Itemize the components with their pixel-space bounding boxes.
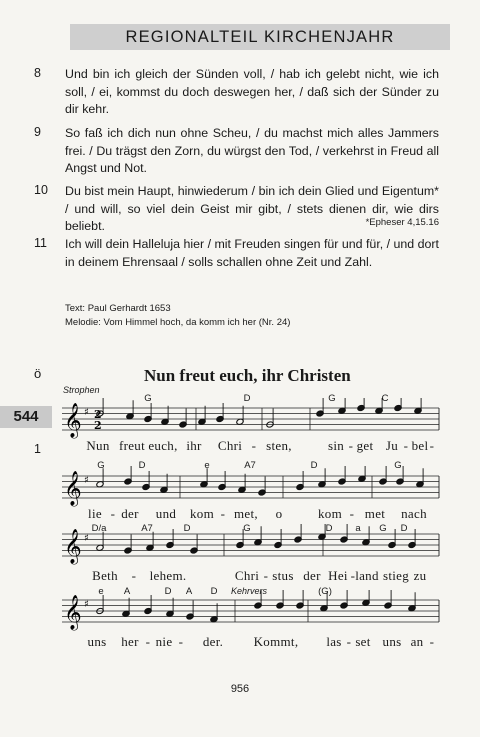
chord-symbol: G xyxy=(379,523,387,534)
chord-symbol: D xyxy=(325,523,333,534)
verse-number: 9 xyxy=(34,125,41,139)
lyric-syllable: - xyxy=(403,438,409,453)
lyric-syllable: euch, xyxy=(148,438,178,453)
treble-clef-icon: 𝄞 xyxy=(64,595,82,630)
lyric-syllable: bel xyxy=(411,438,429,453)
song-title: Nun freut euch, ihr Christen xyxy=(144,366,351,385)
lyric-syllable: - xyxy=(348,438,354,453)
lyric-syllable: Hei xyxy=(328,568,348,583)
chord-symbol: G xyxy=(328,393,336,404)
lyric-syllable: get xyxy=(356,438,374,453)
lyric-syllable: - xyxy=(178,634,184,649)
lyric-syllable: - xyxy=(131,568,137,583)
page-number: 956 xyxy=(230,683,250,695)
chord-symbol: A xyxy=(123,586,131,597)
chord-symbol: e xyxy=(98,586,104,597)
lyric-syllable: lie xyxy=(88,506,102,521)
chord-symbol: D xyxy=(210,586,218,597)
chord-symbol: D/a xyxy=(91,523,107,534)
lyric-syllable: o xyxy=(275,506,283,521)
lyric-syllable: und xyxy=(155,506,177,521)
stanza-number: 1 xyxy=(34,442,41,456)
svg-text:2: 2 xyxy=(94,408,102,421)
chord-symbol: a xyxy=(355,523,361,534)
sharp-icon: ♯ xyxy=(84,533,89,544)
lyric-syllable: lehem. xyxy=(149,568,187,583)
lyric-syllable: met, xyxy=(234,506,258,521)
lyric-syllable: Ju xyxy=(385,438,399,453)
lyric-syllable: freut xyxy=(118,438,146,453)
lyric-syllable: - xyxy=(251,438,257,453)
lyric-syllable: der xyxy=(121,506,139,521)
treble-clef-icon: 𝄞 xyxy=(64,471,82,506)
lyric-syllable: - xyxy=(350,568,356,583)
verse-number: 11 xyxy=(34,236,47,250)
lyric-syllable: an xyxy=(410,634,424,649)
lyric-syllable: - xyxy=(429,634,435,649)
chord-symbol: C xyxy=(381,393,389,404)
song-mark: ö xyxy=(34,366,42,381)
lyric-syllable: - xyxy=(429,438,435,453)
lyric-syllable: - xyxy=(263,568,269,583)
chord-symbol: G xyxy=(97,460,105,471)
melody-credit: Melodie: Vom Himmel hoch, da komm ich her (Nr. 24) xyxy=(65,316,291,328)
lyric-syllable: nie xyxy=(155,634,173,649)
staff-system xyxy=(62,590,442,638)
lyric-syllable: Kommt, xyxy=(253,634,299,649)
chord-symbol: D xyxy=(400,523,408,534)
verse-number: 8 xyxy=(34,66,41,80)
chord-symbol: (G) xyxy=(318,586,332,597)
verse-number: 10 xyxy=(34,183,48,197)
lyric-syllable: kom xyxy=(317,506,343,521)
chord-symbol: A xyxy=(185,586,193,597)
lyric-syllable: Chri xyxy=(217,438,243,453)
strophen-label: Strophen xyxy=(63,385,100,395)
lyric-syllable: nach xyxy=(401,506,427,521)
credits xyxy=(65,302,290,329)
chord-symbol: D xyxy=(138,460,146,471)
text-credit: Text: Paul Gerhardt 1653 xyxy=(65,303,171,314)
lyric-syllable: der xyxy=(303,568,321,583)
lyric-syllable: zu xyxy=(413,568,427,583)
lyric-syllable: Nun xyxy=(86,438,110,453)
verse-text: So faß ich dich nun ohne Scheu, / du machst mich alles Jammers frei. / Du trägst den Zorn, du würgst den Tod, / verkehrst in Freud all Angst und Not. xyxy=(65,126,439,176)
lyric-syllable: set xyxy=(355,634,371,649)
sharp-icon: ♯ xyxy=(84,407,89,418)
chord-symbol: D xyxy=(164,586,172,597)
lyric-syllable: sin xyxy=(327,438,345,453)
section-header: REGIONALTEIL KIRCHENJAHR xyxy=(70,24,450,50)
lyric-syllable: her xyxy=(121,634,139,649)
treble-clef-icon: 𝄞 xyxy=(64,529,82,564)
lyric-syllable: stieg xyxy=(382,568,410,583)
lyric-syllable: - xyxy=(220,506,226,521)
lyric-syllable: uns xyxy=(87,634,107,649)
lyric-syllable: sten, xyxy=(266,438,292,453)
chord-symbol: e xyxy=(204,460,210,471)
chord-symbol: A7 xyxy=(141,523,153,534)
chord-symbol: A7 xyxy=(244,460,256,471)
chord-symbol: G xyxy=(394,460,402,471)
treble-clef-icon: 𝄞 xyxy=(64,403,82,438)
sharp-icon: ♯ xyxy=(84,599,89,610)
lyric-syllable: der. xyxy=(202,634,224,649)
verse-reference: *Epheser 4,15.16 xyxy=(365,217,439,228)
chord-symbol: D xyxy=(243,393,251,404)
lyric-syllable: ihr xyxy=(186,438,202,453)
lyric-syllable: met xyxy=(364,506,386,521)
sharp-icon: ♯ xyxy=(84,475,89,486)
verse-text: Ich will dein Halleluja hier / mit Freuden singen für und für, / und dort in deinem Ehrensaal / solls schallen ohne Zeit und Zahl. xyxy=(65,237,439,269)
lyric-syllable: stus xyxy=(272,568,294,583)
lyric-syllable: - xyxy=(110,506,116,521)
lyric-syllable: land xyxy=(355,568,379,583)
song-number-badge: 544 xyxy=(0,406,52,428)
lyric-syllable: las xyxy=(326,634,342,649)
lyric-syllable: - xyxy=(346,634,352,649)
chord-symbol: G xyxy=(144,393,152,404)
chord-symbol: D xyxy=(183,523,191,534)
chord-symbol: G xyxy=(243,523,251,534)
lyric-syllable: - xyxy=(349,506,355,521)
lyric-syllable: Beth xyxy=(92,568,118,583)
lyric-syllable: uns xyxy=(382,634,402,649)
verse-text: Und bin ich gleich der Sünden voll, / hab ich gelebt nicht, wie ich soll, / ei, kommst du doch deswegen her, / daß sich der Sünder zu dir kehr. xyxy=(65,67,439,117)
lyric-syllable: Chri xyxy=(234,568,260,583)
lyric-syllable: - xyxy=(145,634,151,649)
chord-symbol: D xyxy=(310,460,318,471)
kehrvers-label: Kehrvers xyxy=(231,586,268,596)
lyric-syllable: kom xyxy=(189,506,215,521)
verse-text: Du bist mein Haupt, hinwiederum / bin ich dein Glied und Eigentum* / und will, so viel dein Geist mir gibt, / stets dienen dir, wie dirs beliebt. xyxy=(65,184,439,234)
svg-text:2: 2 xyxy=(94,419,102,432)
